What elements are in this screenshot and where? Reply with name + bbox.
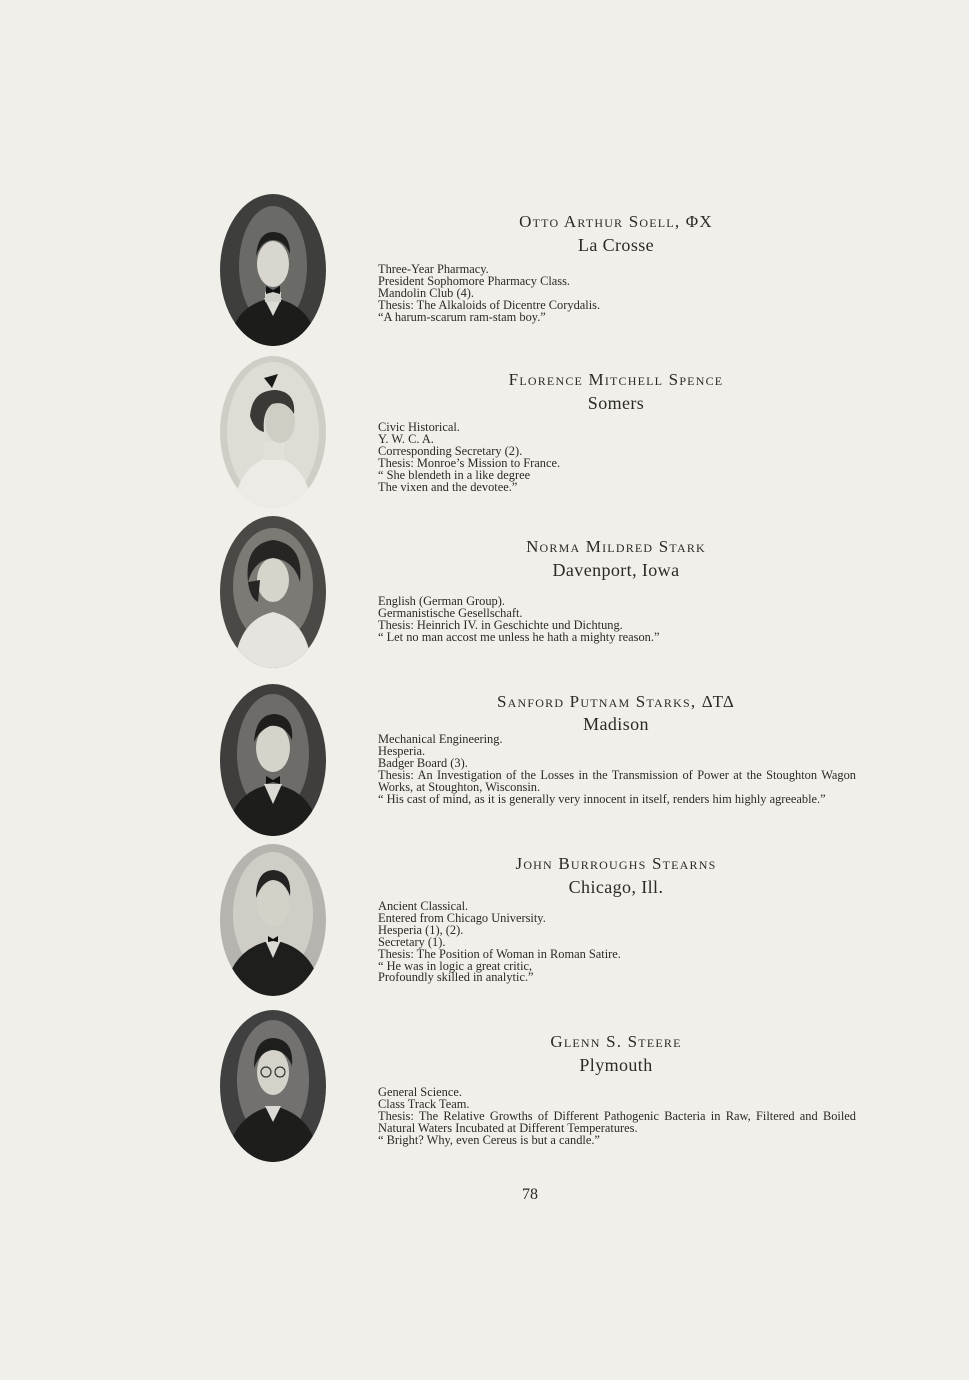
- detail-line: “ Let no man accost me unless he hath a mighty reason.”: [378, 629, 660, 644]
- detail-line: Civic Historical.: [378, 420, 460, 434]
- person-name: Otto Arthur Soell, ΦΧ: [519, 212, 713, 231]
- person-name: Sanford Putnam Starks, ΔΤΔ: [497, 692, 735, 711]
- portrait-man-icon: [220, 844, 326, 996]
- hometown: Chicago, Ill.: [568, 877, 664, 897]
- person-name: John Burroughs Stearns: [515, 854, 717, 873]
- hometown: Madison: [583, 714, 649, 734]
- detail-line: Thesis: Heinrich IV. in Geschichte und Dichtung.: [378, 617, 623, 632]
- detail-line: “A harum-scarum ram-stam boy.”: [378, 309, 546, 324]
- hometown: Plymouth: [579, 1055, 653, 1075]
- hometown: Somers: [587, 393, 645, 413]
- detail-line: “ He was in logic a great critic,: [378, 958, 533, 973]
- details: [378, 596, 856, 644]
- detail-line: English (German Group).: [378, 594, 505, 608]
- portrait-woman-icon: [220, 356, 326, 508]
- detail-line: Profoundly skilled in analytic.”: [378, 970, 534, 985]
- portrait-photo: [220, 194, 326, 346]
- detail-line: “ His cast of mind, as it is generally very innocent in itself, renders him highly agreeable.”: [378, 791, 826, 806]
- portrait-photo: [220, 684, 326, 836]
- detail-line: Three-Year Pharmacy.: [378, 262, 489, 276]
- details: [378, 422, 856, 493]
- detail-line: Secretary (1).: [378, 934, 446, 949]
- portrait-man-icon: [220, 684, 326, 836]
- page-number: 78: [522, 1186, 538, 1203]
- detail-line: Mechanical Engineering.: [378, 732, 503, 746]
- portrait-photo: [220, 844, 326, 996]
- person-name: Norma Mildred Stark: [526, 537, 706, 556]
- hometown: Davenport, Iowa: [552, 560, 680, 580]
- person-name: Florence Mitchell Spence: [508, 370, 724, 389]
- details: [378, 1087, 856, 1147]
- detail-line: Thesis: Monroe’s Mission to France.: [378, 455, 561, 470]
- detail-line: Corresponding Secretary (2).: [378, 443, 523, 458]
- detail-line: General Science.: [378, 1085, 462, 1099]
- detail-line: Thesis: An Investigation of the Losses in the Transmission of Power at the Stoughton Wagon Works, at Stoughton, Wisconsin.: [378, 767, 856, 794]
- portrait-photo: [220, 516, 326, 668]
- detail-line: Ancient Classical.: [378, 899, 469, 913]
- person-name: Glenn S. Steere: [550, 1032, 682, 1051]
- portrait-man-icon: [220, 194, 326, 346]
- detail-line: “ She blendeth in a like degree: [378, 467, 531, 482]
- detail-line: “ Bright? Why, even Cereus is but a candle.”: [378, 1132, 600, 1147]
- detail-line: Hesperia (1), (2).: [378, 922, 464, 937]
- hometown: La Crosse: [577, 235, 655, 255]
- portrait-man-icon: [220, 1010, 326, 1162]
- detail-line: Thesis: The Position of Woman in Roman Satire.: [378, 946, 621, 961]
- details: [378, 734, 856, 805]
- details: [378, 901, 856, 984]
- detail-line: Germanistische Gesellschaft.: [378, 605, 523, 620]
- detail-line: Entered from Chicago University.: [378, 910, 546, 925]
- details: [378, 264, 856, 324]
- detail-line: Badger Board (3).: [378, 755, 468, 770]
- detail-line: The vixen and the devotee.”: [378, 479, 518, 494]
- detail-line: Thesis: The Relative Growths of Different Pathogenic Bacteria in Raw, Filtered and Boiled Natural Waters Incubated at Different Temperatures.: [378, 1108, 856, 1135]
- detail-line: Mandolin Club (4).: [378, 285, 475, 300]
- portrait-photo: [220, 356, 326, 508]
- detail-line: Thesis: The Alkaloids of Dicentre Corydalis.: [378, 297, 601, 312]
- detail-line: Class Track Team.: [378, 1096, 470, 1111]
- portrait-photo: [220, 1010, 326, 1162]
- detail-line: President Sophomore Pharmacy Class.: [378, 273, 571, 288]
- detail-line: Hesperia.: [378, 743, 426, 758]
- detail-line: Y. W. C. A.: [378, 431, 434, 446]
- portrait-woman-icon: [220, 516, 326, 668]
